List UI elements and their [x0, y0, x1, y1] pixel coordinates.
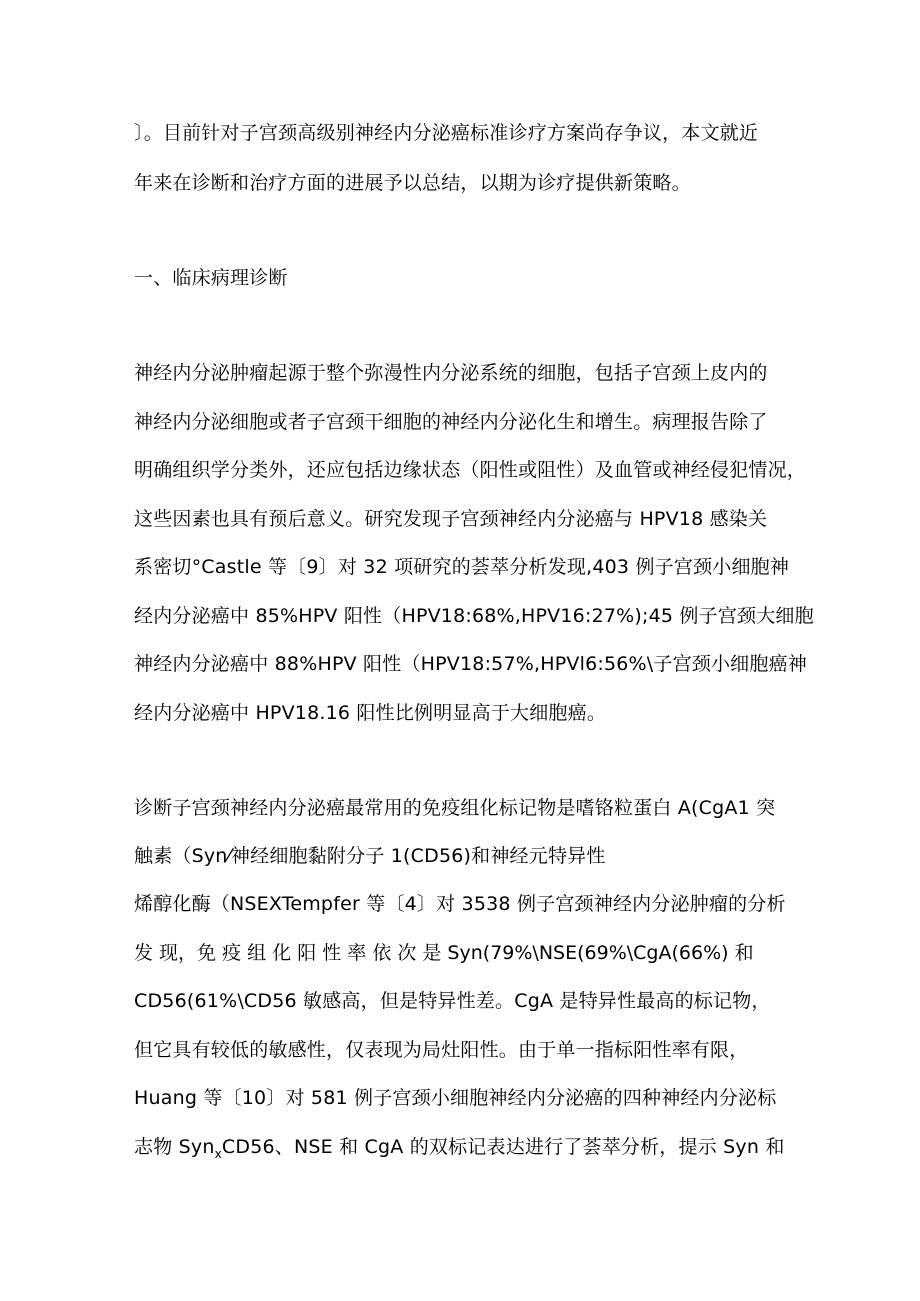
- p2-line-8-subscript: x: [214, 1146, 222, 1161]
- intro-line-2: 年来在诊断和治疗方面的进展予以总结，以期为诊疗提供新策略。: [134, 172, 691, 194]
- p2-line-8-part-b: CD56、NSE 和 CgA 的双标记表达进行了荟萃分析，提示 Syn 和: [221, 1136, 785, 1158]
- p2-line-1: 诊断子宫颈神经内分泌癌最常用的免疫组化标记物是嗜铬粒蛋白 A(CgA1 突: [134, 797, 776, 819]
- p2-line-3: 烯醇化酶（NSEXTempfer 等〔4〕对 3538 例子宫颈神经内分泌肿瘤的分析: [134, 893, 786, 915]
- p1-line-1: 神经内分泌肿瘤起源于整个弥漫性内分泌系统的细胞，包括子宫颈上皮内的: [134, 362, 768, 384]
- p1-line-4: 这些因素也具有预后意义。研究发现子宫颈神经内分泌癌与 HPV18 感染关: [134, 508, 768, 530]
- section-heading: 一、临床病理诊断: [134, 267, 288, 289]
- p2-line-7: Huang 等〔10〕对 581 例子宫颈小细胞神经内分泌癌的四种神经内分泌标: [134, 1087, 777, 1109]
- p1-line-8: 经内分泌癌中 HPV18.16 阳性比例明显高于大细胞癌。: [134, 702, 607, 724]
- p1-line-5: 系密切°Castle 等〔9〕对 32 项研究的荟萃分析发现,403 例子宫颈小细胞神: [134, 556, 790, 578]
- p2-line-5: CD56(61%\CD56 敏感高，但是特异性差。CgA 是特异性最高的标记物，: [134, 990, 771, 1012]
- p2-line-8-part-a: 志物 Syn: [134, 1136, 215, 1158]
- p2-line-2: 触素（Syn⁄神经细胞黏附分子 1(CD56)和神经元特异性: [134, 845, 606, 867]
- p1-line-2: 神经内分泌细胞或者子宫颈干细胞的神经内分泌化生和增生。病理报告除了: [134, 411, 768, 433]
- p1-line-3: 明确组织学分类外，还应包括边缘状态（阳性或阻性）及血管或神经侵犯情况，: [134, 459, 807, 481]
- p2-line-4: 发 现，免 疫 组 化 阳 性 率 依 次 是 Syn(79%\NSE(69%\CgA(66%) 和: [134, 942, 754, 964]
- intro-line-1: 〕。目前针对子宫颈高级别神经内分泌癌标准诊疗方案尚存争议，本文就近: [134, 122, 759, 144]
- p1-line-7: 神经内分泌癌中 88%HPV 阳性（HPV18:57%,HPVl6:56%\子宫颈小细胞癌神: [134, 653, 807, 675]
- p2-line-6: 但它具有较低的敏感性，仅表现为局灶阳性。由于单一指标阳性率有限，: [134, 1039, 749, 1061]
- p2-line-8: [134, 1134, 785, 1160]
- p1-line-6: 经内分泌癌中 85%HPV 阳性（HPV18:68%,HPV16:27%);45 例子宫颈大细胞: [134, 605, 814, 627]
